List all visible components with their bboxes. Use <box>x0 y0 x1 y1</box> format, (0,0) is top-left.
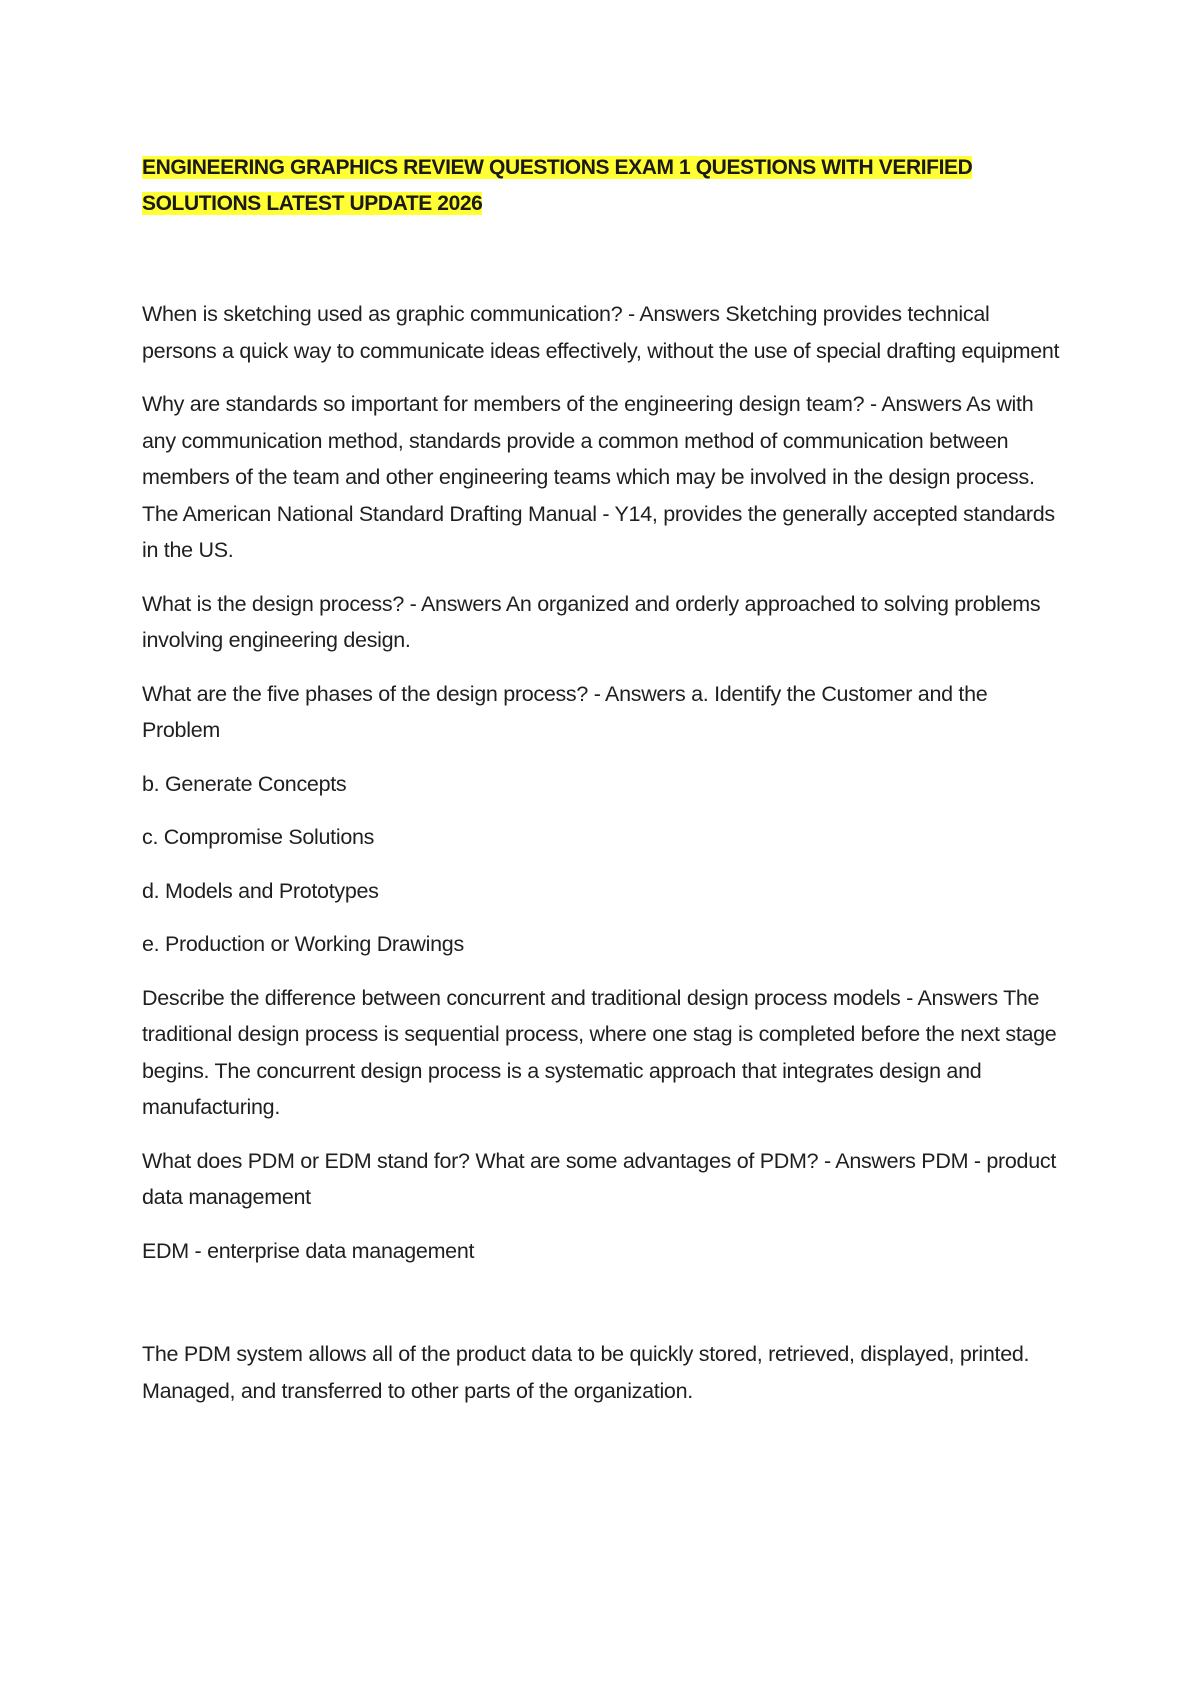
pdm-system-description: The PDM system allows all of the product data to be quickly stored, retrieved, displayed, printed. Managed, and transferred to other parts of the organization. <box>142 1342 1030 1403</box>
qa-five-phases: What are the five phases of the design process? - Answers a. Identify the Customer and the Problem <box>142 681 988 742</box>
phase-item-e: e. Production or Working Drawings <box>142 932 464 956</box>
document-title <box>142 150 1067 222</box>
qa-pdm-edm: What does PDM or EDM stand for? What are some advantages of PDM? - Answers PDM - product data management <box>142 1148 1056 1209</box>
qa-design-process: What is the design process? - Answers An organized and orderly approached to solving problems involving engineering design. <box>142 591 1041 652</box>
qa-concurrent-vs-traditional: Describe the difference between concurrent and traditional design process models - Answers The traditional design process is sequential process, where one stag is completed before the next stage begins. The concurrent design process is a systematic approach that integrates design and manufacturing. <box>142 985 1057 1119</box>
document-page <box>142 150 1067 1426</box>
title-highlight: ENGINEERING GRAPHICS REVIEW QUESTIONS EXAM 1 QUESTIONS WITH VERIFIED SOLUTIONS LATEST UPDATE 2026 <box>142 156 973 215</box>
edm-definition: EDM - enterprise data management <box>142 1238 475 1263</box>
phase-item-b: b. Generate Concepts <box>142 771 347 796</box>
qa-standards: Why are standards so important for members of the engineering design team? - Answers As with any communication method, standards provide a common method of communication between members of the team and other engineering teams which may be involved in the design process. The American National Standard Drafting Manual - Y14, provides the generally accepted standards in the US. <box>142 392 1055 562</box>
phase-item-c: c. Compromise Solutions <box>142 825 375 849</box>
paragraph-spacer <box>142 1286 1067 1336</box>
document-body <box>142 296 1067 1409</box>
phase-item-d: d. Models and Prototypes <box>142 878 379 903</box>
qa-sketching: When is sketching used as graphic communication? - Answers Sketching provides technical persons a quick way to communicate ideas effectively, without the use of special drafting equipment <box>142 302 1060 363</box>
